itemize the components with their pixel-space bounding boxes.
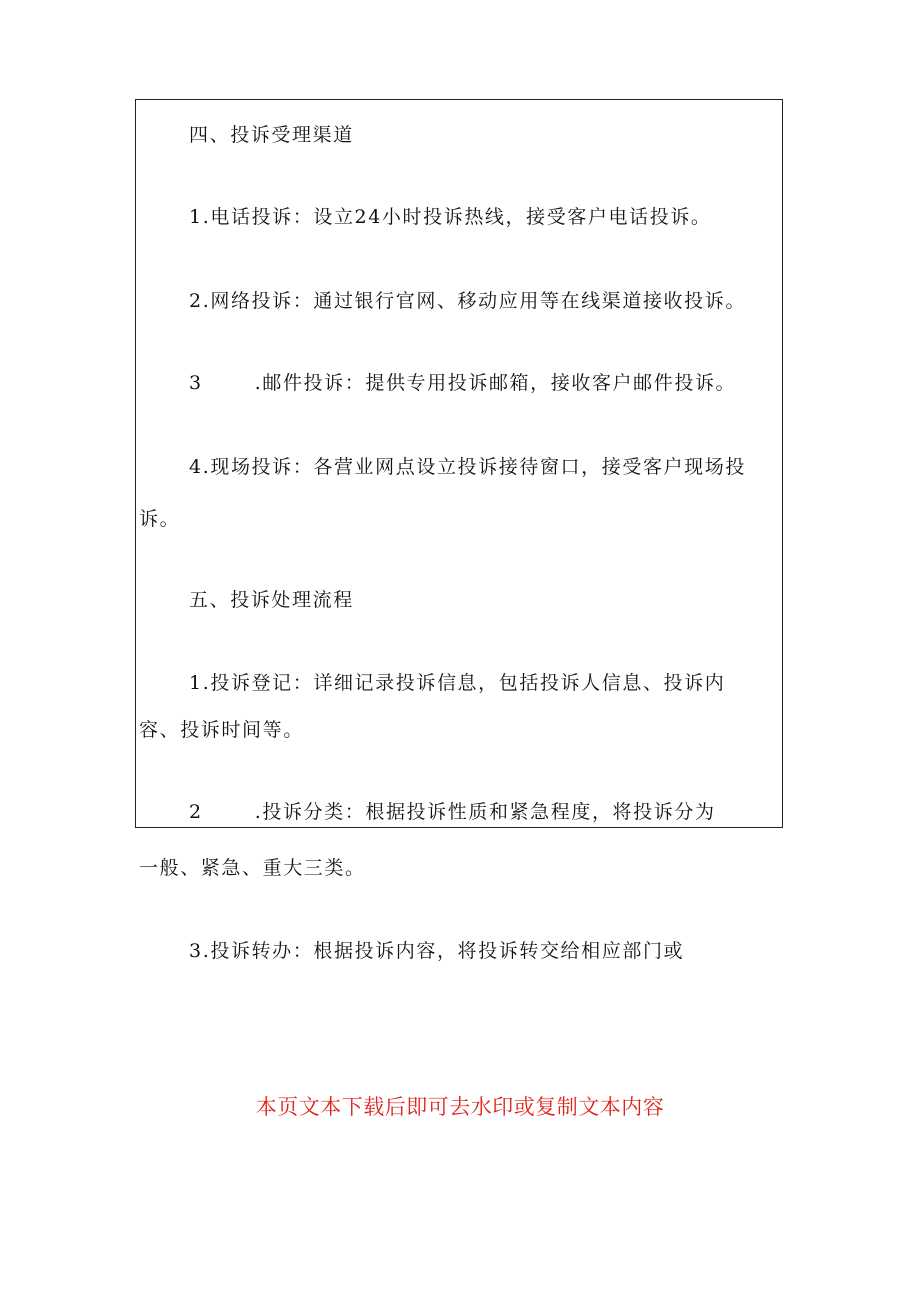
section-heading-complaint-channels: 四、投诉受理渠道 <box>189 124 354 146</box>
item-text: .网络投诉：通过银行官网、移动应用等在线渠道接收投诉。 <box>202 290 746 312</box>
item-text: .邮件投诉：提供专用投诉邮箱，接收客户邮件投诉。 <box>254 372 737 394</box>
list-item <box>189 939 684 963</box>
list-item <box>189 205 712 229</box>
section-heading-complaint-process: 五、投诉处理流程 <box>189 589 354 611</box>
item-text: .电话投诉：设立24小时投诉热线，接受客户电话投诉。 <box>202 206 712 228</box>
list-item <box>189 371 736 395</box>
item-number: 4 <box>189 456 203 478</box>
item-number: 2 <box>189 801 203 823</box>
item-text: .现场投诉：各营业网点设立投诉接待窗口，接受客户现场投 <box>202 456 746 478</box>
item-number: 3 <box>189 372 203 394</box>
list-item-continuation: 诉。 <box>139 508 181 530</box>
list-item <box>189 671 725 695</box>
list-item-continuation: 一般、紧急、重大三类。 <box>139 857 366 879</box>
item-number: 2 <box>189 290 203 312</box>
item-number: 3 <box>189 940 203 962</box>
item-number: 1 <box>189 206 203 228</box>
list-item <box>189 455 746 479</box>
item-text: .投诉登记：详细记录投诉信息，包括投诉人信息、投诉内 <box>202 672 726 694</box>
list-item <box>189 289 746 313</box>
watermark-notice: 本页文本下载后即可去水印或复制文本内容 <box>255 1095 665 1119</box>
item-text: .投诉转办：根据投诉内容，将投诉转交给相应部门或 <box>202 940 685 962</box>
list-item-continuation: 容、投诉时间等。 <box>139 719 304 741</box>
item-text: .投诉分类：根据投诉性质和紧急程度，将投诉分为 <box>254 801 716 823</box>
list-item <box>189 800 716 824</box>
item-number: 1 <box>189 672 203 694</box>
